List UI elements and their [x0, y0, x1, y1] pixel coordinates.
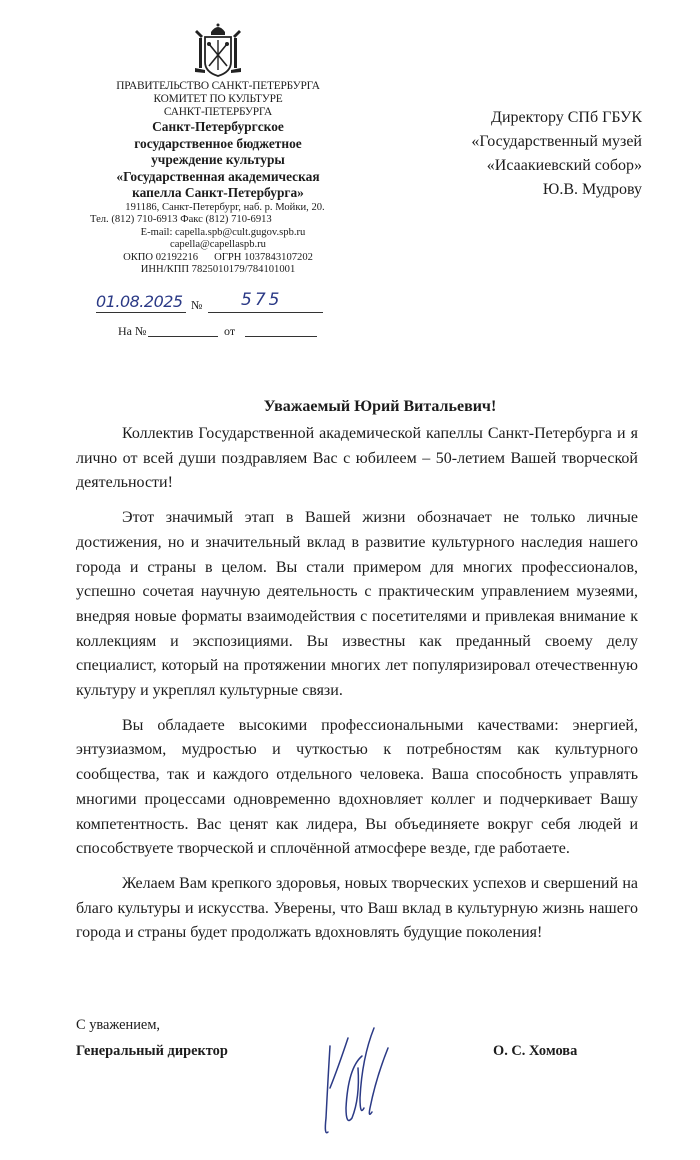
reference-number-label: На №	[118, 324, 147, 338]
body-paragraph: Вы обладаете высокими профессиональными качествами: энергией, энтузиазмом, мудростью и чуткостью к потребностям как культурного сообщества, так и каждого отдельного человека. Ваша способность управлять многими процессами одновременно вдохновляет коллег и подчеркивает Вашу компетентность. Вас ценят как лидера, Вы объединяете вокруг себя людей и способствуете творческой и сплочённой атмосфере везде, где работаете.	[76, 716, 638, 858]
outgoing-registration	[96, 292, 326, 316]
outgoing-date: 01.08.2025	[96, 292, 186, 313]
email-secondary[interactable]: capella@capellaspb.ru	[170, 239, 266, 251]
body-paragraph: Желаем Вам крепкого здоровья, новых творческих успехов и свершений на благо культуры и искусства. Уверены, что Ваш вклад в культурную жизнь нашего города и страны будет продолжать вдохновлять будущие поколения!	[76, 874, 638, 942]
inn-kpp-code: ИНН/КПП 7825010179/784101001	[140, 264, 296, 276]
reference-date-label: от	[224, 324, 236, 338]
institution-line: капелла Санкт-Петербурга»	[132, 185, 304, 200]
addressee-line: «Государственный музей	[471, 133, 642, 150]
signer-name: О. С. Хомова	[493, 1043, 578, 1059]
institution-line: государственное бюджетное	[134, 135, 302, 151]
postal-address: 191186, Санкт-Петербург, наб. р. Мойки, 20.	[125, 201, 325, 213]
salutation: Уважаемый Юрий Витальевич!	[263, 398, 497, 415]
body-paragraph: Этот значимый этап в Вашей жизни обозначает не только личные достижения, но и значительный вклад в развитие культурного наследия нашего города и страны в целом. Вы стали примером для многих профессионалов, успешно сочетая научную деятельность с практическим управлением музеями, внедряя новые форматы взаимодействия с посетителями и привлекая внимание к коллекциям и экспозициями. Вы известны как преданный своему делу специалист, который на протяжении многих лет популяризировал отечественную культуру и укреплял культурные связи.	[76, 509, 638, 700]
institution-line: «Государственная академическая	[116, 168, 320, 184]
incoming-reference	[118, 324, 338, 342]
reference-number-blank	[148, 336, 218, 337]
email-primary[interactable]: E-mail: capella.spb@cult.gugov.spb.ru	[140, 226, 306, 238]
closing-phrase: С уважением,	[76, 1017, 161, 1033]
number-underline	[208, 312, 323, 313]
committee-name-line1: КОМИТЕТ ПО КУЛЬТУРЕ	[153, 93, 283, 105]
okpo-code: ОКПО 02192216	[123, 251, 199, 263]
registration-codes	[80, 252, 356, 265]
addressee-block	[471, 106, 642, 202]
institution-line: учреждение культуры	[151, 152, 285, 167]
phone-fax: Тел. (812) 710-6913 Факс (812) 710-6913	[90, 214, 272, 226]
addressee-name: Ю.В. Мудрову	[542, 181, 642, 198]
ogrn-code: ОГРН 1037843107202	[214, 251, 313, 263]
addressee-line: Директору СПб ГБУК	[491, 109, 642, 126]
letterhead	[80, 22, 356, 277]
signer-title: Генеральный директор	[76, 1043, 228, 1059]
handwritten-signature-icon	[318, 1018, 398, 1148]
reference-date-blank	[245, 336, 317, 337]
body-paragraph: Коллектив Государственной академической капеллы Санкт-Петербурга и я лично от всей души поздравляем Вас с юбилеем – 50-летием Вашей творческой деятельности!	[76, 425, 638, 492]
committee-name-line2: САНКТ-ПЕТЕРБУРГА	[163, 106, 273, 118]
outgoing-number: 575	[241, 290, 283, 310]
number-label: №	[191, 298, 203, 312]
government-name: ПРАВИТЕЛЬСТВО САНКТ-ПЕТЕРБУРГА	[116, 80, 320, 92]
institution-line: Санкт-Петербургское	[152, 119, 284, 134]
coat-of-arms-icon	[193, 22, 243, 80]
letter-body	[76, 422, 638, 956]
addressee-line: «Исаакиевский собор»	[486, 157, 642, 174]
